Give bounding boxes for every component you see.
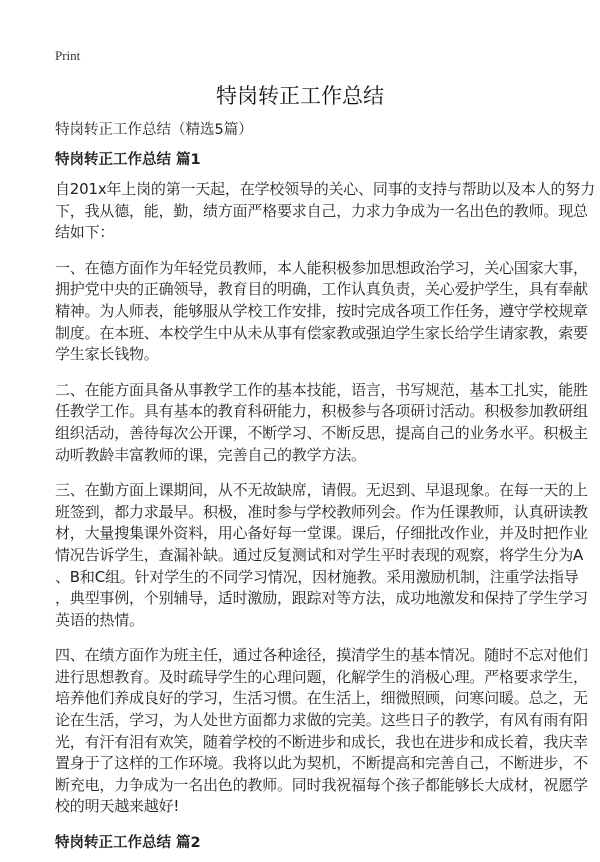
- document-title: 特岗转正工作总结: [216, 84, 384, 108]
- paragraph-line: 结如下：: [55, 223, 115, 242]
- paragraph-line: 下，我从德，能，勤，绩方面严格要求自己，力求力争成为一名出色的教师。现总: [55, 201, 588, 220]
- paragraph-line: 培养他们养成良好的学习，生活习惯。在生活上，细微照顾，问寒问暖。总之，无: [55, 689, 588, 708]
- paragraph-line: 光，有汗有泪有欢笑，随着学校的不断进步和成长，我也在进步和成长着，我庆幸: [55, 732, 588, 751]
- paragraph-line: 论在生活，学习，为人处世方面都力求做的完美。这些日子的教学，有风有雨有阳: [55, 711, 588, 730]
- paragraph-line: 英语的热情。: [55, 610, 144, 629]
- paragraph-line: 学生家长钱物。: [55, 345, 159, 364]
- paragraph-line: 组织活动，善待每次公开课，不断学习、不断反思，提高自己的业务水平。积极主: [55, 423, 588, 442]
- paragraph-line: 班签到，都力求最早。积极，准时参与学校教师列会。作为任课教师，认真研读教: [55, 502, 588, 521]
- paragraph-line: 校的明天越来越好!: [55, 797, 180, 816]
- paragraph-line: 置身于了这样的工作环境。我将以此为契机，不断提高和完善自己，不断进步，不: [55, 754, 588, 773]
- paragraph-line: 断充电，力争成为一名出色的教师。同时我祝福每个孩子都能够长大成材，祝愿学: [55, 775, 588, 794]
- paragraph-line: 、B和C组。针对学生的不同学习情况，因材施教。采用激励机制，注重学法指导: [55, 567, 579, 586]
- document-body: [55, 119, 595, 862]
- paragraph-line: ，典型事例，个别辅导，适时激励，跟踪对等方法，成功地激发和保持了学生学习: [55, 589, 588, 608]
- print-link[interactable]: Print: [55, 48, 81, 63]
- paragraph-line: 拥护党中央的正确领导，教育目的明确，工作认真负责，关心爱护学生，具有奉献: [55, 280, 588, 299]
- document-subtitle: 特岗转正工作总结（精选5篇）: [55, 122, 253, 138]
- section-heading: 特岗转正工作总结 篇1: [55, 152, 201, 168]
- paragraph-line: 一、在德方面作为年轻党员教师，本人能积极参加思想政治学习，关心国家大事，: [55, 258, 588, 277]
- paragraph-line: 动听教龄丰富教师的课，完善自己的教学方法。: [55, 445, 366, 464]
- paragraph-line: 二、在能方面具备从事教学工作的基本技能，语言，书写规范，基本工扎实，能胜: [55, 380, 588, 399]
- paragraph-line: 情况告诉学生，查漏补缺。通过反复测试和对学生平时表现的观察，将学生分为A: [55, 545, 584, 564]
- paragraph: [55, 645, 588, 818]
- section-heading: 特岗转正工作总结 篇2: [55, 835, 201, 852]
- paragraph: [55, 179, 595, 244]
- paragraph-line: 材，大量搜集课外资料，用心备好每一堂课。课后，仔细批改作业，并及时把作业: [55, 524, 588, 543]
- paragraph-line: 精神。为人师表，能够服从学校工作安排，按时完成各项工作任务，遵守学校规章: [55, 301, 588, 320]
- paragraph-line: 自201x年上岗的第一天起，在学校领导的关心、同事的支持与帮助以及本人的努力: [55, 180, 595, 198]
- paragraph-line: 制度。在本班、本校学生中从未从事有偿家教或强迫学生家长给学生请家教，索要: [55, 323, 588, 342]
- paragraph: [55, 380, 588, 466]
- paragraph: [55, 258, 588, 366]
- paragraph-line: 四、在绩方面作为班主任，通过各种途径，摸清学生的基本情况。随时不忘对他们: [55, 646, 588, 665]
- paragraph-line: 任教学工作。具有基本的教育科研能力，积极参与各项研讨活动。积极参加教研组: [55, 402, 588, 421]
- paragraph-line: 三、在勤方面上课期间，从不无故缺席，请假。无迟到、早退现象。在每一天的上: [55, 481, 588, 500]
- paragraph-line: 进行思想教育。及时疏导学生的心理问题，化解学生的消极心理。严格要求学生，: [55, 667, 588, 686]
- paragraph: [55, 480, 588, 631]
- sections: [55, 149, 595, 854]
